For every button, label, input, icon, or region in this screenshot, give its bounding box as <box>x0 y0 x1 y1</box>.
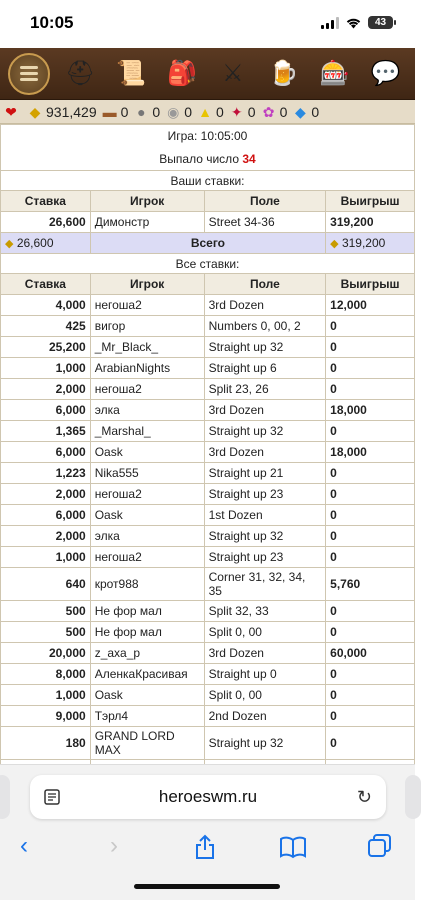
safari-address-area <box>0 764 415 828</box>
menu-icon[interactable] <box>8 53 50 95</box>
table-row <box>1 463 415 484</box>
bet-win: 0 <box>326 358 415 379</box>
bet-player[interactable]: элка <box>90 526 204 547</box>
bet-win: 0 <box>326 685 415 706</box>
bookmarks-icon[interactable] <box>280 836 306 858</box>
bet-win: 0 <box>326 727 415 760</box>
back-icon[interactable]: ‹ <box>20 832 28 859</box>
bet-player[interactable]: негоша2 <box>90 547 204 568</box>
resource-value: 0 <box>247 103 256 120</box>
ore-icon: ● <box>137 103 146 120</box>
crossed-swords-icon[interactable]: ⚔ <box>222 60 244 87</box>
reload-icon[interactable]: ↻ <box>356 787 372 807</box>
bet-stake: 4,000 <box>1 295 91 316</box>
bet-stake: 180 <box>1 727 91 760</box>
bet-player[interactable]: Oask <box>90 685 204 706</box>
bet-field: 2nd Dozen <box>204 706 326 727</box>
table-row <box>1 727 415 760</box>
your-bets-header <box>1 191 415 212</box>
heart-icon: ❤ <box>5 103 17 120</box>
signal-icon <box>321 17 339 29</box>
table-row <box>1 568 415 601</box>
bet-stake: 1,365 <box>1 421 91 442</box>
address-bar[interactable] <box>30 775 386 819</box>
gems-resource <box>260 104 288 120</box>
header-stake: Ставка <box>1 191 91 212</box>
sulfur-icon: ▲ <box>198 103 212 120</box>
bet-win: 0 <box>326 316 415 337</box>
home-indicator <box>134 884 280 889</box>
diamond-resource <box>291 104 319 120</box>
status-bar <box>0 0 415 48</box>
game-time: Игра: 10:05:00 <box>1 125 415 148</box>
bet-stake: 640 <box>1 568 91 601</box>
bet-win: 0 <box>326 484 415 505</box>
bet-field: 3rd Dozen <box>204 442 326 463</box>
wood-icon: ▬ <box>102 103 117 120</box>
bet-player[interactable]: вигор <box>90 316 204 337</box>
status-time: 10:05 <box>30 13 74 32</box>
gold-icon: ◆ <box>29 103 41 120</box>
tavern-icon[interactable]: 🍺 <box>268 60 299 87</box>
bet-field: Straight up 32 <box>204 526 326 547</box>
status-icons <box>321 16 393 29</box>
bet-player[interactable]: элка <box>90 400 204 421</box>
bet-field: Straight up 23 <box>204 547 326 568</box>
result-number: 34 <box>242 151 256 166</box>
bet-win: 319,200 <box>326 212 415 233</box>
bet-stake: 25,200 <box>1 337 91 358</box>
battery-icon: 43 <box>368 16 393 29</box>
bet-player[interactable]: Не фор мал <box>90 601 204 622</box>
chat-icon[interactable]: 💬 <box>370 60 401 87</box>
table-row <box>1 484 415 505</box>
your-bets-title: Ваши ставки: <box>1 171 415 191</box>
bet-player[interactable]: Nika555 <box>90 463 204 484</box>
bet-player[interactable]: негоша2 <box>90 379 204 400</box>
bet-player[interactable]: _Mr_Black_ <box>90 337 204 358</box>
mercury-icon: ◉ <box>167 103 180 120</box>
bet-player[interactable]: Oask <box>90 505 204 526</box>
bet-stake: 26,600 <box>1 212 91 233</box>
bet-field: 1st Dozen <box>204 505 326 526</box>
bet-stake: 6,000 <box>1 400 91 421</box>
bet-stake: 1,000 <box>1 685 91 706</box>
resource-value: 0 <box>311 103 320 120</box>
resource-value: 0 <box>216 103 224 120</box>
bet-field: 3rd Dozen <box>204 400 326 421</box>
roulette-icon[interactable]: 🎰 <box>319 60 350 87</box>
next-tab-preview[interactable] <box>405 775 421 819</box>
bet-player[interactable]: Димонстр <box>90 212 204 233</box>
bet-field: Corner 31, 32, 34, 35 <box>204 568 326 601</box>
bet-player[interactable]: z_axa_p <box>90 643 204 664</box>
wifi-icon <box>345 17 362 29</box>
bet-win: 18,000 <box>326 442 415 463</box>
header-stake: Ставка <box>1 274 91 295</box>
bet-field: Numbers 0, 00, 2 <box>204 316 326 337</box>
resource-value: 0 <box>184 103 192 120</box>
bet-field: Straight up 32 <box>204 421 326 442</box>
all-bets-header <box>1 274 415 295</box>
total-label: Всего <box>90 233 325 254</box>
gold-icon: ◆ <box>5 238 14 250</box>
bet-field: Straight up 0 <box>204 664 326 685</box>
bet-win: 0 <box>326 622 415 643</box>
bet-win: 60,000 <box>326 643 415 664</box>
previous-tab-preview[interactable] <box>0 775 10 819</box>
bet-stake: 425 <box>1 316 91 337</box>
bet-win: 0 <box>326 337 415 358</box>
table-row <box>1 421 415 442</box>
bet-win: 0 <box>326 421 415 442</box>
spin-result <box>1 148 415 171</box>
result-label: Выпало число <box>159 151 239 166</box>
heart-resource <box>2 104 22 120</box>
bet-field: Straight up 32 <box>204 727 326 760</box>
table-row <box>1 505 415 526</box>
sulfur-resource <box>196 104 224 120</box>
bet-player[interactable]: негоша2 <box>90 295 204 316</box>
your-bet-row <box>1 212 415 233</box>
bet-stake: 2,000 <box>1 484 91 505</box>
bet-win: 0 <box>326 526 415 547</box>
resource-value: 931,429 <box>46 103 97 120</box>
resource-value: 0 <box>120 103 129 120</box>
header-win: Выигрыш <box>326 191 415 212</box>
resource-value: 0 <box>152 103 161 120</box>
table-row <box>1 400 415 421</box>
forward-icon[interactable]: › <box>110 832 118 859</box>
bet-stake: 1,000 <box>1 358 91 379</box>
bet-field: Straight up 23 <box>204 484 326 505</box>
table-row <box>1 358 415 379</box>
bet-player[interactable]: _Marshal_ <box>90 421 204 442</box>
gems-icon: ✿ <box>262 103 275 120</box>
bet-stake: 6,000 <box>1 442 91 463</box>
table-row <box>1 295 415 316</box>
header-player: Игрок <box>90 274 204 295</box>
header-field: Поле <box>204 274 326 295</box>
bet-win: 0 <box>326 379 415 400</box>
table-row <box>1 442 415 463</box>
table-row <box>1 622 415 643</box>
bet-field: Split 0, 00 <box>204 685 326 706</box>
bet-stake: 8,000 <box>1 664 91 685</box>
bet-player[interactable]: АленкаКрасивая <box>90 664 204 685</box>
diamond-icon: ◆ <box>295 103 306 120</box>
ore-resource <box>132 104 160 120</box>
bet-field: Split 0, 00 <box>204 622 326 643</box>
bet-field: 3rd Dozen <box>204 295 326 316</box>
reader-icon[interactable] <box>44 789 60 805</box>
bet-stake: 500 <box>1 622 91 643</box>
bet-player[interactable]: ArabianNights <box>90 358 204 379</box>
bet-player[interactable]: крот988 <box>90 568 204 601</box>
bet-field: Street 34-36 <box>204 212 326 233</box>
bet-win: 0 <box>326 601 415 622</box>
roulette-results <box>0 124 415 764</box>
bet-field: Split 32, 33 <box>204 601 326 622</box>
bet-win: 0 <box>326 505 415 526</box>
bet-win: 0 <box>326 706 415 727</box>
bet-stake: 9,000 <box>1 706 91 727</box>
safari-toolbar <box>0 828 415 900</box>
bet-player[interactable]: Не фор мал <box>90 622 204 643</box>
table-row <box>1 526 415 547</box>
table-row <box>1 706 415 727</box>
tabs-icon[interactable] <box>368 834 392 858</box>
bet-win: 0 <box>326 463 415 484</box>
bet-stake: 6,000 <box>1 505 91 526</box>
bet-win: 0 <box>326 664 415 685</box>
bet-field: Split 23, 26 <box>204 379 326 400</box>
table-row <box>1 643 415 664</box>
bet-stake: 2,000 <box>1 379 91 400</box>
gold-resource <box>26 104 97 120</box>
bet-field: Straight up 21 <box>204 463 326 484</box>
bet-stake: 2,000 <box>1 526 91 547</box>
bet-stake: 500 <box>1 601 91 622</box>
table-row <box>1 337 415 358</box>
knight-helmet-icon[interactable]: ⛑ <box>65 60 96 87</box>
crystal-resource <box>228 104 256 120</box>
bet-win: 0 <box>326 547 415 568</box>
table-row <box>1 601 415 622</box>
total-stake: 26,600 <box>16 236 54 250</box>
map-scroll-icon[interactable]: 📜 <box>116 60 147 87</box>
bet-player[interactable]: GRAND LORD MAX <box>90 727 204 760</box>
header-player: Игрок <box>90 191 204 212</box>
bet-win: 18,000 <box>326 400 415 421</box>
bet-stake: 1,223 <box>1 463 91 484</box>
bet-field: Straight up 32 <box>204 337 326 358</box>
results-table <box>0 124 415 781</box>
header-field: Поле <box>204 191 326 212</box>
table-row <box>1 316 415 337</box>
table-row <box>1 664 415 685</box>
gold-icon: ◆ <box>330 238 339 250</box>
bet-player[interactable]: Oask <box>90 442 204 463</box>
total-win: 319,200 <box>341 236 386 250</box>
bet-win: 12,000 <box>326 295 415 316</box>
resource-bar <box>0 100 415 124</box>
bet-player[interactable]: негоша2 <box>90 484 204 505</box>
wood-resource <box>101 104 129 120</box>
table-row <box>1 685 415 706</box>
header-win: Выигрыш <box>326 274 415 295</box>
resource-value: 0 <box>279 103 288 120</box>
url-text: heroeswm.ru <box>158 787 258 806</box>
backpack-icon[interactable]: 🎒 <box>167 60 197 87</box>
bet-field: Straight up 6 <box>204 358 326 379</box>
game-nav-bar <box>0 48 415 100</box>
bet-field: 3rd Dozen <box>204 643 326 664</box>
share-icon[interactable] <box>193 834 217 860</box>
bet-win: 5,760 <box>326 568 415 601</box>
total-row <box>1 233 415 254</box>
bet-stake: 20,000 <box>1 643 91 664</box>
bet-player[interactable]: Тэрл4 <box>90 706 204 727</box>
table-row <box>1 379 415 400</box>
all-bets-title: Все ставки: <box>1 254 415 274</box>
table-row <box>1 547 415 568</box>
bet-stake: 1,000 <box>1 547 91 568</box>
crystal-icon: ✦ <box>230 103 243 120</box>
mercury-resource <box>164 104 192 120</box>
